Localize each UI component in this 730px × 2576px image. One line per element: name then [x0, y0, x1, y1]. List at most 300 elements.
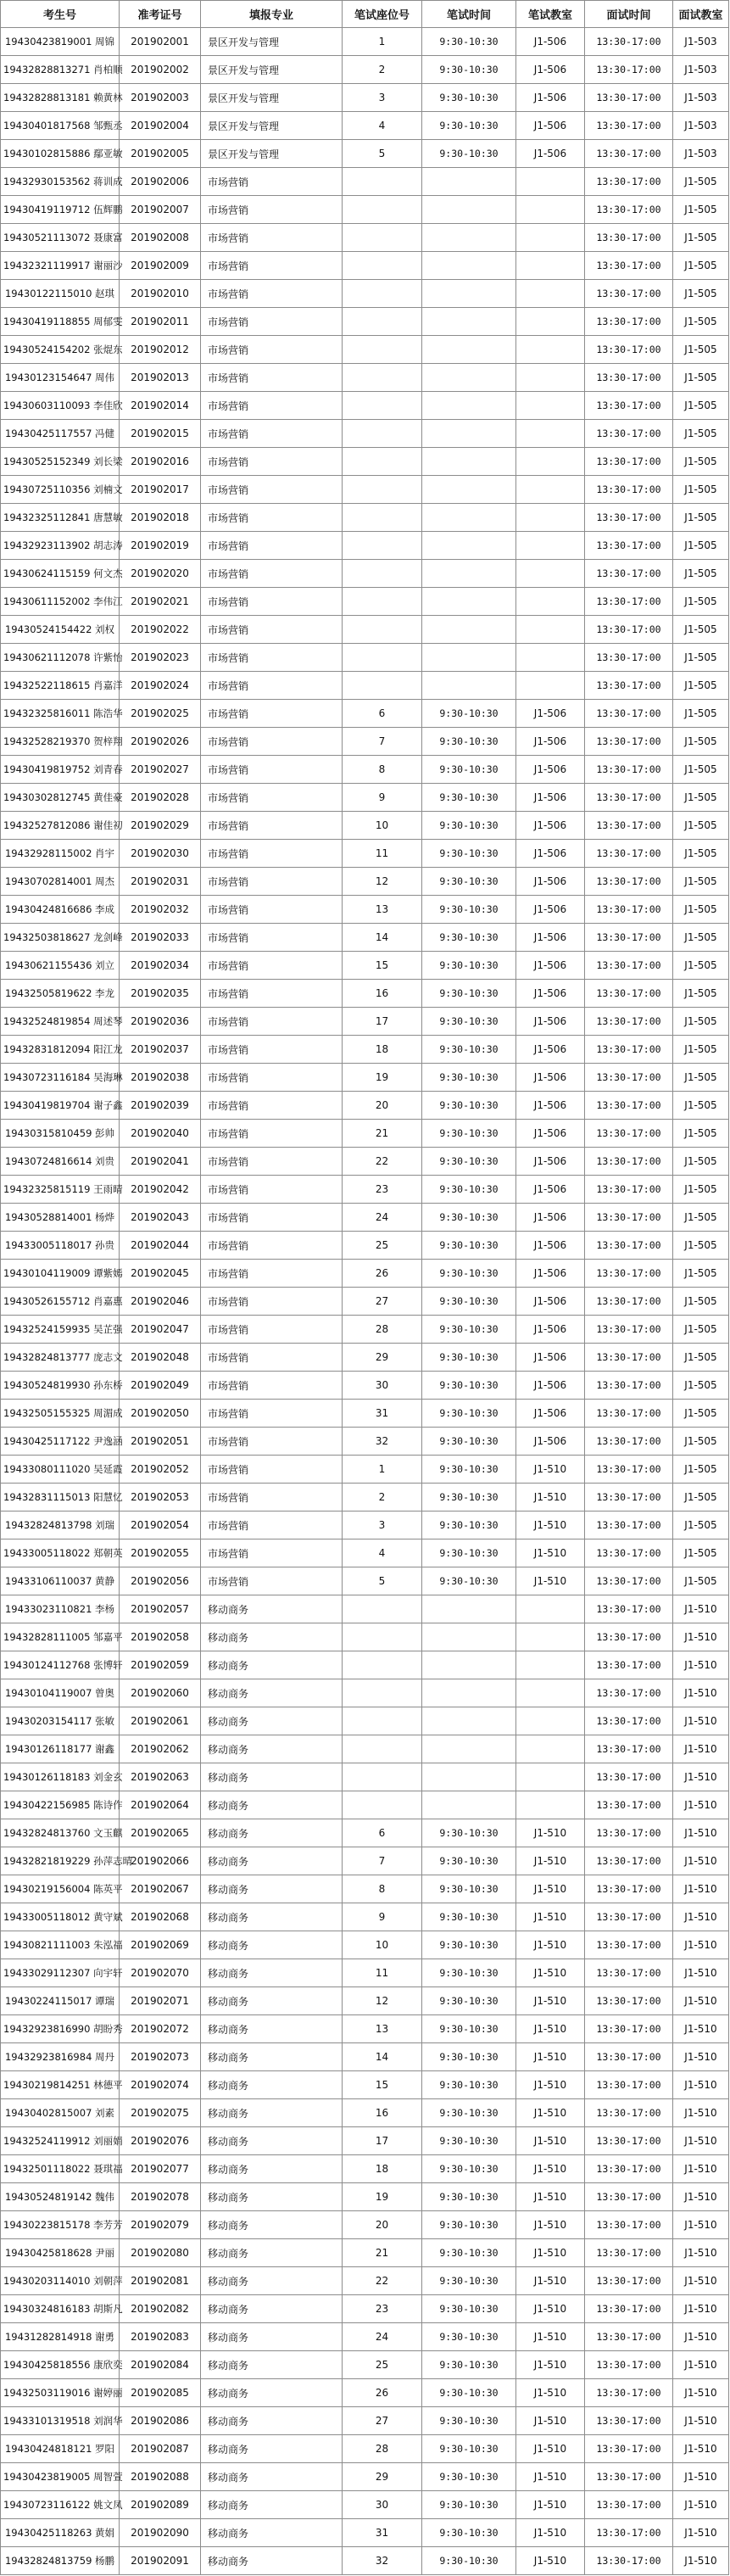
cell-candidate	[1, 1512, 120, 1539]
table-header	[1, 1, 729, 28]
cell-name: 谢婷丽	[93, 2387, 123, 2399]
cell-written-room	[516, 1763, 585, 1791]
cell-ticket-no: 201902055	[120, 1539, 201, 1567]
cell-written-time: 9:30-10:30	[422, 2491, 516, 2519]
cell-major: 市场营销	[201, 588, 343, 616]
cell-interview-room: J1-510	[673, 1707, 729, 1735]
cell-interview-room: J1-510	[673, 2099, 729, 2127]
cell-written-time	[422, 420, 516, 448]
cell-seat-no	[343, 1623, 422, 1651]
cell-candidate	[1, 1595, 120, 1623]
cell-ticket-no: 201902076	[120, 2127, 201, 2155]
header-major: 填报专业	[201, 1, 343, 28]
cell-interview-time: 13:30-17:00	[585, 1484, 673, 1512]
cell-written-room: J1-506	[516, 1176, 585, 1204]
cell-written-time	[422, 1623, 516, 1651]
cell-candidate	[1, 2435, 120, 2463]
cell-interview-time: 13:30-17:00	[585, 2407, 673, 2435]
cell-ticket-no: 201902075	[120, 2099, 201, 2127]
cell-interview-time: 13:30-17:00	[585, 532, 673, 560]
cell-written-room: J1-506	[516, 952, 585, 980]
cell-name: 何文杰	[93, 567, 123, 579]
cell-interview-room: J1-505	[673, 1372, 729, 1400]
cell-written-time: 9:30-10:30	[422, 2071, 516, 2099]
cell-seat-no: 19	[343, 2183, 422, 2211]
cell-seat-no: 8	[343, 756, 422, 784]
cell-name: 刘朝萍	[93, 2275, 123, 2287]
cell-ticket-no: 201902042	[120, 1176, 201, 1204]
cell-candidate	[1, 1484, 123, 1512]
cell-seat-no: 8	[343, 1875, 422, 1903]
cell-written-time: 9:30-10:30	[422, 1260, 516, 1288]
cell-name: 刘瑞	[95, 1519, 115, 1531]
cell-candidate	[1, 588, 123, 616]
cell-candidate	[1, 616, 120, 644]
cell-ticket-no: 201902044	[120, 1232, 201, 1260]
cell-written-time: 9:30-10:30	[422, 2211, 516, 2239]
cell-ticket-no: 201902030	[120, 840, 201, 868]
table-row	[1, 1288, 729, 1316]
cell-written-room: J1-510	[516, 2407, 585, 2435]
cell-written-room: J1-506	[516, 1064, 585, 1092]
cell-ticket-no: 201902010	[120, 280, 201, 308]
cell-exam-id: 19430203114010	[3, 2275, 91, 2287]
cell-interview-time: 13:30-17:00	[585, 896, 673, 924]
cell-interview-time: 13:30-17:00	[585, 2071, 673, 2099]
cell-name: 文玉麒	[93, 1827, 123, 1839]
table-row	[1, 1316, 729, 1344]
cell-name: 刘楠文	[93, 483, 123, 495]
cell-seat-no	[343, 1735, 422, 1763]
cell-candidate	[1, 840, 120, 868]
table-row	[1, 140, 729, 168]
cell-interview-room: J1-510	[673, 1819, 729, 1847]
cell-exam-id: 19432503818627	[3, 931, 91, 943]
cell-interview-time: 13:30-17:00	[585, 1176, 673, 1204]
cell-interview-room: J1-505	[673, 1064, 729, 1092]
cell-candidate	[1, 2267, 123, 2295]
cell-seat-no	[343, 616, 422, 644]
cell-interview-time: 13:30-17:00	[585, 2099, 673, 2127]
cell-candidate	[1, 1316, 123, 1344]
cell-exam-id: 19430104119009	[3, 1267, 91, 1279]
cell-interview-room: J1-505	[673, 252, 729, 280]
cell-ticket-no: 201902067	[120, 1875, 201, 1903]
cell-interview-time: 13:30-17:00	[585, 1036, 673, 1064]
cell-name: 庞志文	[93, 1351, 123, 1363]
cell-name: 龙剑峰	[93, 931, 123, 943]
cell-seat-no: 30	[343, 2491, 422, 2519]
cell-interview-room: J1-505	[673, 280, 729, 308]
cell-exam-id: 19430102815886	[3, 148, 91, 159]
table-row	[1, 784, 729, 812]
cell-major: 市场营销	[201, 308, 343, 336]
cell-interview-room: J1-510	[673, 2127, 729, 2155]
cell-exam-id: 19430126118183	[3, 1771, 91, 1783]
cell-interview-time: 13:30-17:00	[585, 364, 673, 392]
cell-major: 市场营销	[201, 476, 343, 504]
cell-exam-id: 19430424818121	[4, 2443, 92, 2455]
cell-interview-time: 13:30-17:00	[585, 336, 673, 364]
cell-exam-id: 19430302812745	[3, 791, 91, 803]
cell-exam-id: 19430423819001	[4, 36, 92, 47]
cell-interview-time: 13:30-17:00	[585, 252, 673, 280]
cell-candidate	[1, 2323, 120, 2351]
cell-candidate	[1, 2211, 123, 2239]
cell-written-time: 9:30-10:30	[422, 1567, 516, 1595]
cell-candidate	[1, 1623, 123, 1651]
cell-major: 景区开发与管理	[201, 84, 343, 112]
cell-interview-time: 13:30-17:00	[585, 28, 673, 56]
cell-major: 移动商务	[201, 2519, 343, 2547]
cell-written-room: J1-510	[516, 2183, 585, 2211]
cell-name: 吴延霞	[93, 1463, 123, 1475]
cell-seat-no: 19	[343, 1064, 422, 1092]
cell-written-time: 9:30-10:30	[422, 2519, 516, 2547]
cell-seat-no: 17	[343, 2127, 422, 2155]
cell-seat-no: 5	[343, 1567, 422, 1595]
cell-exam-id: 19432821819229	[3, 1855, 91, 1867]
cell-name: 刘丽娟	[93, 2135, 123, 2147]
cell-exam-id: 19432831812094	[3, 1043, 91, 1055]
cell-interview-time: 13:30-17:00	[585, 1316, 673, 1344]
cell-ticket-no: 201902088	[120, 2463, 201, 2491]
cell-written-room	[516, 252, 585, 280]
cell-written-room: J1-510	[516, 1903, 585, 1931]
cell-seat-no: 25	[343, 1232, 422, 1260]
cell-candidate	[1, 1651, 123, 1679]
cell-interview-time: 13:30-17:00	[585, 2435, 673, 2463]
table-row	[1, 1428, 729, 1456]
cell-written-time	[422, 504, 516, 532]
cell-name: 周述琴	[93, 1015, 123, 1027]
cell-exam-id: 19433005118012	[3, 1911, 91, 1923]
cell-name: 周杰	[95, 875, 115, 887]
cell-interview-time: 13:30-17:00	[585, 2379, 673, 2407]
cell-interview-time: 13:30-17:00	[585, 784, 673, 812]
cell-exam-id: 19430723116122	[3, 2499, 91, 2511]
cell-interview-room: J1-505	[673, 1512, 729, 1539]
cell-candidate	[1, 644, 123, 672]
cell-ticket-no: 201902031	[120, 868, 201, 896]
cell-written-room: J1-510	[516, 1847, 585, 1875]
table-row	[1, 1176, 729, 1204]
cell-ticket-no: 201902062	[120, 1735, 201, 1763]
cell-ticket-no: 201902068	[120, 1903, 201, 1931]
cell-written-time	[422, 560, 516, 588]
cell-written-room: J1-506	[516, 1428, 585, 1456]
cell-seat-no	[343, 196, 422, 224]
cell-major: 市场营销	[201, 168, 343, 196]
cell-major: 移动商务	[201, 2435, 343, 2463]
table-row	[1, 1148, 729, 1176]
cell-written-room: J1-510	[516, 1987, 585, 2015]
cell-written-room: J1-510	[516, 1484, 585, 1512]
cell-candidate	[1, 1847, 133, 1875]
cell-written-room: J1-506	[516, 1344, 585, 1372]
cell-candidate	[1, 1567, 120, 1595]
cell-candidate	[1, 1735, 120, 1763]
cell-exam-id: 19432824813777	[3, 1351, 91, 1363]
table-body	[1, 28, 729, 2575]
cell-major: 市场营销	[201, 616, 343, 644]
table-row	[1, 812, 729, 840]
table-row	[1, 1484, 729, 1512]
table-row	[1, 1036, 729, 1064]
cell-written-time: 9:30-10:30	[422, 784, 516, 812]
cell-candidate	[1, 112, 123, 140]
cell-candidate	[1, 336, 123, 364]
cell-interview-time: 13:30-17:00	[585, 504, 673, 532]
cell-ticket-no: 201902049	[120, 1372, 201, 1400]
cell-written-room: J1-506	[516, 980, 585, 1008]
cell-written-room	[516, 224, 585, 252]
cell-seat-no	[343, 1595, 422, 1623]
cell-major: 市场营销	[201, 1456, 343, 1484]
cell-major: 景区开发与管理	[201, 28, 343, 56]
cell-name: 鄢亚敏	[93, 148, 123, 159]
cell-exam-id: 19430525152349	[3, 455, 91, 467]
table-row	[1, 2379, 729, 2407]
cell-seat-no: 18	[343, 2155, 422, 2183]
cell-seat-no: 1	[343, 28, 422, 56]
table-row	[1, 280, 729, 308]
cell-interview-room: J1-505	[673, 392, 729, 420]
cell-ticket-no: 201902006	[120, 168, 201, 196]
cell-interview-room: J1-505	[673, 1204, 729, 1232]
cell-candidate	[1, 1204, 120, 1232]
cell-written-time	[422, 1791, 516, 1819]
cell-seat-no	[343, 1651, 422, 1679]
cell-seat-no: 12	[343, 868, 422, 896]
cell-name: 刘长梁	[93, 455, 123, 467]
cell-name: 刘青春	[93, 763, 123, 775]
cell-interview-room: J1-505	[673, 504, 729, 532]
cell-interview-time: 13:30-17:00	[585, 196, 673, 224]
cell-written-time: 9:30-10:30	[422, 2463, 516, 2491]
cell-written-time: 9:30-10:30	[422, 2435, 516, 2463]
cell-interview-room: J1-503	[673, 56, 729, 84]
cell-interview-room: J1-505	[673, 476, 729, 504]
cell-major: 移动商务	[201, 1651, 343, 1679]
cell-written-room	[516, 560, 585, 588]
cell-written-room: J1-506	[516, 28, 585, 56]
cell-interview-room: J1-505	[673, 532, 729, 560]
cell-seat-no: 22	[343, 1148, 422, 1176]
cell-written-time	[422, 448, 516, 476]
cell-candidate	[1, 700, 123, 728]
cell-exam-id: 19430401817568	[3, 120, 91, 131]
cell-interview-time: 13:30-17:00	[585, 2239, 673, 2267]
cell-interview-room: J1-505	[673, 1400, 729, 1428]
cell-exam-id: 19432528219370	[3, 735, 91, 747]
cell-written-room: J1-510	[516, 1456, 585, 1484]
cell-interview-time: 13:30-17:00	[585, 84, 673, 112]
cell-written-time	[422, 1679, 516, 1707]
table-row	[1, 1651, 729, 1679]
cell-interview-room: J1-505	[673, 1008, 729, 1036]
cell-seat-no	[343, 420, 422, 448]
cell-exam-id: 19430223815178	[3, 2219, 91, 2231]
cell-ticket-no: 201902041	[120, 1148, 201, 1176]
cell-exam-id: 19433029112307	[3, 1967, 91, 1979]
cell-name: 贺梓翔	[93, 735, 123, 747]
cell-seat-no: 16	[343, 2099, 422, 2127]
cell-candidate	[1, 1260, 123, 1288]
cell-written-room	[516, 644, 585, 672]
cell-interview-time: 13:30-17:00	[585, 700, 673, 728]
cell-major: 市场营销	[201, 700, 343, 728]
cell-ticket-no: 201902008	[120, 224, 201, 252]
cell-interview-time: 13:30-17:00	[585, 1512, 673, 1539]
cell-name: 杨烨	[95, 1211, 115, 1223]
cell-written-room	[516, 532, 585, 560]
cell-ticket-no: 201902063	[120, 1763, 201, 1791]
cell-ticket-no: 201902085	[120, 2379, 201, 2407]
cell-ticket-no: 201902011	[120, 308, 201, 336]
cell-interview-room: J1-505	[673, 1567, 729, 1595]
cell-candidate	[1, 364, 120, 392]
cell-name: 蒋训成	[93, 176, 123, 187]
cell-major: 移动商务	[201, 2407, 343, 2435]
cell-written-time: 9:30-10:30	[422, 756, 516, 784]
table-row	[1, 1875, 729, 1903]
cell-written-room	[516, 308, 585, 336]
cell-seat-no: 20	[343, 2211, 422, 2239]
cell-interview-time: 13:30-17:00	[585, 2267, 673, 2295]
cell-interview-room: J1-505	[673, 560, 729, 588]
cell-seat-no: 21	[343, 2239, 422, 2267]
cell-written-room: J1-510	[516, 2155, 585, 2183]
cell-candidate	[1, 2547, 120, 2575]
cell-written-room: J1-510	[516, 2211, 585, 2239]
cell-written-room: J1-506	[516, 112, 585, 140]
table-row	[1, 728, 729, 756]
cell-seat-no: 31	[343, 1400, 422, 1428]
cell-name: 周锦	[95, 36, 115, 47]
cell-major: 移动商务	[201, 2323, 343, 2351]
cell-major: 市场营销	[201, 728, 343, 756]
cell-interview-time: 13:30-17:00	[585, 1428, 673, 1456]
cell-written-time: 9:30-10:30	[422, 1120, 516, 1148]
cell-exam-id: 19430104119007	[4, 1687, 92, 1699]
cell-interview-room: J1-503	[673, 28, 729, 56]
cell-written-room: J1-506	[516, 756, 585, 784]
cell-exam-id: 19433023110821	[4, 1603, 92, 1615]
cell-exam-id: 19430422156985	[3, 1799, 91, 1811]
cell-interview-time: 13:30-17:00	[585, 1903, 673, 1931]
cell-seat-no: 9	[343, 1903, 422, 1931]
cell-written-time	[422, 308, 516, 336]
cell-written-time: 9:30-10:30	[422, 1847, 516, 1875]
cell-major: 景区开发与管理	[201, 140, 343, 168]
cell-seat-no	[343, 1679, 422, 1707]
cell-exam-id: 19432503119016	[3, 2387, 91, 2399]
cell-name: 孙萍志晴	[93, 1855, 133, 1867]
cell-major: 移动商务	[201, 1791, 343, 1819]
cell-seat-no: 26	[343, 1260, 422, 1288]
cell-exam-id: 19430528814001	[4, 1211, 92, 1223]
cell-ticket-no: 201902059	[120, 1651, 201, 1679]
cell-written-time: 9:30-10:30	[422, 1288, 516, 1316]
cell-ticket-no: 201902065	[120, 1819, 201, 1847]
cell-written-room: J1-506	[516, 868, 585, 896]
cell-written-room	[516, 196, 585, 224]
cell-interview-room: J1-505	[673, 1176, 729, 1204]
cell-interview-room: J1-510	[673, 2435, 729, 2463]
cell-major: 移动商务	[201, 1875, 343, 1903]
cell-written-room: J1-510	[516, 2071, 585, 2099]
cell-major: 市场营销	[201, 1036, 343, 1064]
cell-interview-time: 13:30-17:00	[585, 1064, 673, 1092]
cell-candidate	[1, 308, 123, 336]
cell-candidate	[1, 2155, 123, 2183]
cell-written-room: J1-510	[516, 2547, 585, 2575]
cell-candidate	[1, 1288, 123, 1316]
cell-exam-id: 19430423819005	[3, 2471, 91, 2483]
header-row	[1, 1, 729, 28]
cell-candidate	[1, 476, 123, 504]
cell-written-time: 9:30-10:30	[422, 1372, 516, 1400]
cell-exam-id: 19432828813271	[3, 64, 91, 75]
cell-interview-room: J1-510	[673, 1735, 729, 1763]
cell-candidate	[1, 1008, 123, 1036]
cell-seat-no: 7	[343, 1847, 422, 1875]
cell-seat-no	[343, 364, 422, 392]
cell-candidate	[1, 2015, 123, 2043]
cell-candidate	[1, 1400, 123, 1428]
cell-interview-time: 13:30-17:00	[585, 868, 673, 896]
cell-interview-room: J1-510	[673, 1931, 729, 1959]
cell-candidate	[1, 2127, 123, 2155]
cell-major: 市场营销	[201, 280, 343, 308]
cell-interview-time: 13:30-17:00	[585, 140, 673, 168]
cell-interview-time: 13:30-17:00	[585, 392, 673, 420]
cell-major: 市场营销	[201, 896, 343, 924]
cell-written-time	[422, 336, 516, 364]
cell-written-time: 9:30-10:30	[422, 896, 516, 924]
cell-written-room	[516, 392, 585, 420]
cell-interview-time: 13:30-17:00	[585, 1092, 673, 1120]
cell-name: 肖嘉洋	[93, 679, 123, 691]
cell-exam-id: 19432828813181	[3, 92, 91, 103]
cell-interview-room: J1-510	[673, 2155, 729, 2183]
cell-major: 移动商务	[201, 2211, 343, 2239]
cell-name: 阳慧忆	[93, 1491, 123, 1503]
table-row	[1, 560, 729, 588]
cell-interview-room: J1-510	[673, 2015, 729, 2043]
cell-exam-id: 19433106110037	[4, 1575, 92, 1587]
cell-written-room: J1-506	[516, 1232, 585, 1260]
table-row	[1, 392, 729, 420]
cell-written-room: J1-506	[516, 700, 585, 728]
cell-name: 胡盼秀	[93, 2023, 123, 2035]
cell-seat-no: 10	[343, 1931, 422, 1959]
cell-written-time	[422, 1707, 516, 1735]
cell-ticket-no: 201902027	[120, 756, 201, 784]
cell-seat-no: 5	[343, 140, 422, 168]
cell-name: 聂琪福	[93, 2163, 123, 2175]
cell-name: 刘素	[95, 2107, 115, 2119]
cell-name: 肖嘉惠	[93, 1295, 123, 1307]
cell-ticket-no: 201902050	[120, 1400, 201, 1428]
cell-written-room: J1-506	[516, 784, 585, 812]
cell-written-time: 9:30-10:30	[422, 56, 516, 84]
cell-seat-no: 6	[343, 1819, 422, 1847]
cell-name: 肖宇	[95, 847, 115, 859]
cell-candidate	[1, 1036, 123, 1064]
cell-ticket-no: 201902066	[120, 1847, 201, 1875]
